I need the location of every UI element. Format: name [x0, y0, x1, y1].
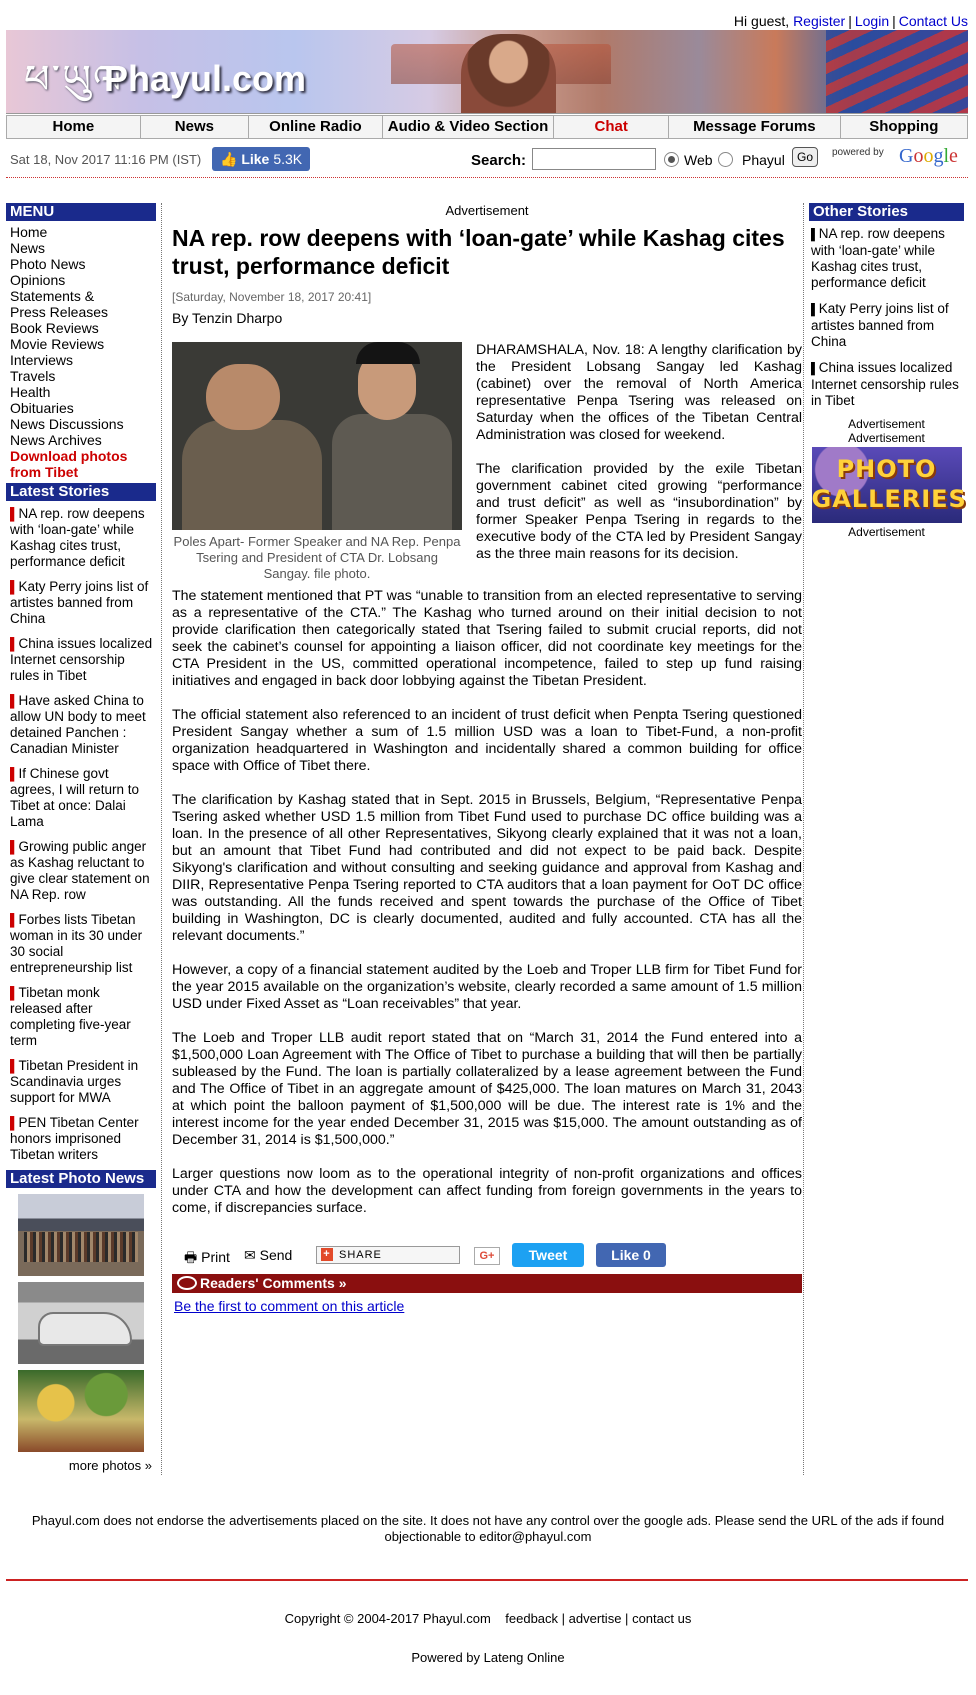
story-link-text: Tibetan monk released after completing five-year term [10, 985, 131, 1048]
list-item[interactable] [6, 910, 156, 978]
left-column-divider [161, 203, 162, 1475]
latest-photo-news-header: Latest Photo News [6, 1170, 156, 1188]
other-stories-header: Other Stories [809, 203, 964, 221]
menu-item-statements[interactable]: Statements & [10, 288, 95, 304]
bullet-icon: ▌ [10, 986, 19, 1000]
register-link[interactable]: Register [793, 13, 846, 29]
list-item[interactable] [809, 358, 964, 411]
article-paragraph: DHARAMSHALA, Nov. 18: A lengthy clarification by the President Lobsang Sangay led Kashag (cabinet) over the removal of North America representative Penpa Tsering was released on Saturday when the offices of the Tibetan Central Administration was closed for weekend. [476, 342, 802, 443]
separator: | [848, 13, 852, 29]
article-paragraph: The official statement also referenced to an incident of trust deficit when Penpta Tsering questioned President Sangay whether a sum of 1.5 million USD was a loan to Tibet-Fund, a non-profit organization headquartered in Washington and incidentally shared a common building for office space with Office of Tibet there. [172, 707, 802, 774]
nav-message-forums[interactable]: Message Forums [669, 116, 841, 138]
search-label: Search: [471, 152, 527, 169]
photo-caption: Poles Apart- Former Speaker and NA Rep. Penpa Tsering and President of CTA Dr. Lobsang Sangay. file photo. [173, 534, 461, 581]
radio-phayul-label: Phayul [742, 152, 785, 168]
footer-contact-link[interactable]: contact us [632, 1611, 692, 1626]
menu-item-photo-news[interactable]: Photo News [10, 256, 86, 272]
photo-news-thumbnail[interactable] [18, 1194, 144, 1276]
bullet-icon: ▌ [10, 913, 19, 927]
menu-item-download-photos[interactable]: Download photos from Tibet [10, 448, 128, 480]
print-button[interactable] [184, 1247, 230, 1271]
tibetan-flag-image [826, 30, 968, 114]
menu-item-movie-reviews[interactable]: Movie Reviews [10, 336, 105, 352]
bullet-icon: ▌ [811, 363, 819, 375]
nav-online-radio[interactable]: Online Radio [249, 116, 383, 138]
article-byline: By Tenzin Dharpo [172, 310, 283, 326]
tibetan-script-logo: ཕ་ཡུལ [24, 57, 124, 103]
like-label: Like [241, 151, 270, 167]
article-paragraph: The clarification by Kashag stated that in Sept. 2015 in Brussels, Belgium, “Representative Penpa Tsering asked whether USD 1.5 million from Tibet Fund used to purchase DC office building was a loan. In the presence of all other Representatives, Sikyong clearly explained that it was not a loan, but an amount that Tibet Fund had contributed and did not expect to be paid back. Despite Sikyong's clarification and without consulting and seeking guidance and approval from Kashag and DIIR, Representative Penpa Tsering reported to CTA auditors that a loan payment for OoT DC office was outstanding. All the funds received and spent towards the purchase of the Office of Tibet building in Washington, DC is clearly documented, audited and fully accounted. CTA has all the relevant documents.” [172, 792, 802, 944]
feedback-link[interactable]: feedback [505, 1611, 559, 1626]
bullet-icon: ▌ [811, 304, 819, 316]
bullet-icon: ▌ [10, 840, 19, 854]
nav-audio-video[interactable]: Audio & Video Section [383, 116, 555, 138]
separator: | [892, 13, 896, 29]
menu-item-obituaries[interactable]: Obituaries [10, 400, 74, 416]
bullet-icon: ▌ [10, 767, 19, 781]
list-item[interactable] [6, 1113, 156, 1165]
bullet-icon: ▌ [10, 1116, 19, 1130]
menu-item-news[interactable]: News [10, 240, 46, 256]
bullet-icon: ▌ [811, 229, 819, 241]
right-column-divider [803, 203, 804, 1475]
left-sidebar [6, 203, 156, 1473]
main-nav [6, 115, 968, 139]
latest-stories-header: Latest Stories [6, 483, 156, 501]
article-date: [Saturday, November 18, 2017 20:41] [172, 290, 372, 304]
other-stories-list [809, 221, 964, 411]
galleries-line-1: PHOTO [836, 455, 937, 483]
greeting-text: Hi guest, [733, 13, 790, 29]
user-links [734, 13, 968, 29]
send-button[interactable] [244, 1247, 292, 1264]
advertisement-label: Advertisement [848, 431, 925, 445]
article-paragraph: The clarification provided by the exile Tibetan government cabinet cited growing “performance and trust deficit” as well as “insubordination” by former Speaker Penpa Tsering in regards to the executive body of the CTA led by President Sangay as the three main reasons for its decision. [476, 461, 802, 562]
list-item[interactable] [6, 983, 156, 1051]
google-plus-button[interactable]: G+ [474, 1247, 500, 1265]
list-item[interactable] [6, 764, 156, 832]
share-bar [172, 1243, 802, 1269]
readers-comments-header[interactable] [172, 1274, 802, 1293]
google-logo: Google [899, 145, 958, 167]
story-link-text: Katy Perry joins list of artistes banned from China [10, 579, 149, 626]
story-link-text: Katy Perry joins list of artistes banned from China [811, 301, 949, 349]
nav-shopping[interactable]: Shopping [869, 118, 939, 135]
advertisement-label: Advertisement [848, 525, 925, 539]
thumbs-up-icon: 👍 [220, 151, 238, 167]
menu-item-interviews[interactable]: Interviews [10, 352, 74, 368]
article-photo [172, 342, 462, 530]
article-title: NA rep. row deepens with ‘loan-gate’ while Kashag cites trust, performance deficit [172, 225, 785, 279]
contact-us-link[interactable]: Contact Us [898, 13, 968, 29]
latest-stories-list [6, 501, 156, 1165]
bullet-icon: ▌ [10, 1059, 19, 1073]
list-item[interactable] [809, 224, 964, 293]
more-photos-link[interactable]: more photos » [68, 1458, 152, 1473]
article-paragraph: The statement mentioned that PT was “unable to transition from an elected representative to serving as a representative of the CTA.” The Kashag who turned around on their initial decision to not provide clarification then categorically stated that Tsering failed to submit crucial reports, did not seek the cabinet’s counsel for appointing a liaison officer, did not coordinate key meetings for the CTA President in the US, committed operational incompetence, failed to step up fund raising initiatives and engaged in back door lobbying against the Tibetan President. [172, 588, 802, 689]
separator: | [561, 1611, 566, 1626]
print-label: Print [201, 1249, 230, 1265]
bullet-icon: ▌ [10, 580, 19, 594]
footer-divider [6, 1579, 968, 1581]
facebook-like-button[interactable] [212, 147, 310, 171]
story-link-text: China issues localized Internet censorship rules in Tibet [811, 360, 959, 408]
search-go-button[interactable]: Go [792, 147, 818, 167]
menu-item-news-discussions[interactable]: News Discussions [10, 416, 124, 432]
story-link-text: NA rep. row deepens with ‘loan-gate’ while Kashag cites trust, performance deficit [811, 226, 945, 290]
radio-web[interactable] [664, 152, 679, 167]
photo-news-thumbnail[interactable] [18, 1370, 144, 1452]
right-sidebar [809, 203, 967, 539]
menu-list [6, 221, 156, 483]
story-link-text: Tibetan President in Scandinavia urges support for MWA [10, 1058, 139, 1105]
menu-item-health[interactable]: Health [10, 384, 51, 400]
info-bar [6, 145, 968, 175]
article-paragraph: However, a copy of a financial statement audited by the Loeb and Troper LLB firm for Tibet Fund for the year 2015 available on the organization’s website, clearly recorded a same amount of 1.5 million USD under Fixed Asset as “Loan receivables” that year. [172, 962, 802, 1012]
story-link-text: Forbes lists Tibetan woman in its 30 under 30 social entrepreneurship list [10, 912, 143, 975]
separator: | [625, 1611, 629, 1626]
list-item[interactable] [6, 1056, 156, 1108]
current-datetime: Sat 18, Nov 2017 11:16 PM (IST) [10, 152, 202, 167]
menu-item-news-archives[interactable]: News Archives [10, 432, 102, 448]
galleries-line-2: GALLERIES [811, 485, 967, 513]
photo-news-list [6, 1188, 156, 1473]
ads-disclaimer: Phayul.com does not endorse the advertisements placed on the site. It does not have any control over the google ads. Please send the URL of the ads if found objectionable to editor@phayul.com [31, 1513, 945, 1544]
list-item[interactable] [6, 837, 156, 905]
comments-header-label: Readers' Comments » [200, 1275, 347, 1291]
list-item[interactable] [809, 299, 964, 352]
menu-item-book-reviews[interactable]: Book Reviews [10, 320, 99, 336]
advertise-link[interactable]: advertise [568, 1611, 622, 1626]
bullet-icon: ▌ [10, 694, 19, 708]
menu-header: MENU [6, 203, 156, 221]
bullet-icon: ▌ [10, 637, 19, 651]
login-link[interactable]: Login [854, 13, 890, 29]
list-item[interactable] [6, 691, 156, 759]
photo-galleries-banner[interactable] [811, 447, 967, 523]
facebook-like-article-button[interactable]: Like 0 [596, 1243, 666, 1267]
search-input[interactable] [532, 148, 656, 170]
article-paragraph: Larger questions now loom as to the operational integrity of non-profit organizations and offices under CTA and how the development can affect funding from foreign governments in the years to come, if discrepancies surface. [172, 1166, 802, 1216]
printer-icon: 🖶 [184, 1249, 198, 1265]
nav-chat[interactable]: Chat [554, 116, 669, 138]
like-count: 5.3K [273, 151, 303, 167]
tweet-button[interactable]: Tweet [512, 1243, 584, 1267]
photo-news-thumbnail[interactable] [18, 1282, 144, 1364]
menu-item-press-releases[interactable]: Press Releases [10, 304, 109, 320]
list-item[interactable] [6, 504, 156, 572]
header-divider [6, 177, 968, 178]
dalai-lama-photo [461, 34, 556, 114]
bullet-icon: ▌ [10, 507, 19, 521]
first-comment-link[interactable]: Be the first to comment on this article [174, 1298, 405, 1314]
story-link-text: NA rep. row deepens with ‘loan-gate’ while Kashag cites trust, performance deficit [10, 506, 145, 569]
site-logo[interactable]: Phayul.com [104, 58, 307, 99]
story-link-text: If Chinese govt agrees, I will return to Tibet at once: Dalai Lama [10, 766, 140, 829]
advertisement-label: Advertisement [445, 203, 529, 218]
menu-item-opinions[interactable]: Opinions [10, 272, 66, 288]
copyright-text: Copyright © 2004-2017 Phayul.com [284, 1611, 491, 1626]
site-banner[interactable] [6, 30, 968, 114]
radio-phayul[interactable] [718, 152, 733, 167]
list-item[interactable] [6, 577, 156, 629]
story-link-text: China issues localized Internet censorship rules in Tibet [10, 636, 153, 683]
nav-home[interactable]: Home [7, 116, 141, 138]
envelope-icon: ✉ [244, 1247, 256, 1263]
story-link-text: Have asked China to allow UN body to meet detained Panchen : Canadian Minister [10, 693, 146, 756]
nav-news[interactable]: News [141, 116, 249, 138]
article-main [172, 203, 802, 1314]
powered-by-label: powered by [832, 147, 884, 158]
menu-item-travels[interactable]: Travels [10, 368, 56, 384]
addthis-share-button[interactable]: + SHARE [316, 1246, 460, 1264]
send-label: Send [259, 1247, 293, 1263]
list-item[interactable] [6, 634, 156, 686]
comment-icon [177, 1276, 197, 1290]
powered-by-footer: Powered by Lateng Online [411, 1650, 565, 1665]
article-paragraph: The Loeb and Troper LLB audit report stated that on “March 31, 2014 the Fund entered into a $1,500,000 Loan Agreement with The Office of Tibet to purchase a building that will then be partially subleased by the Fund. The loan is partially collateralized by a lease agreement between the Fund and The Office of Tibet in an aggregate amount of $425,000. The loan matures on March 31, 2043 at which point the balloon payment of $1,500,000 will be due. The interest rate is 1% and the interest income for the year ended December 31, 2015 was $15,000. The amount outstanding as of December 31, 2014 is $1,500,000.” [172, 1030, 802, 1148]
story-link-text: Growing public anger as Kashag reluctant to give clear statement on NA Rep. row [10, 839, 150, 902]
footer-links [0, 1611, 976, 1626]
story-link-text: PEN Tibetan Center honors imprisoned Tibetan writers [10, 1115, 139, 1162]
advertisement-label: Advertisement [848, 417, 925, 431]
article-figure [172, 342, 462, 582]
menu-item-home[interactable]: Home [10, 224, 48, 240]
radio-web-label: Web [684, 152, 713, 168]
